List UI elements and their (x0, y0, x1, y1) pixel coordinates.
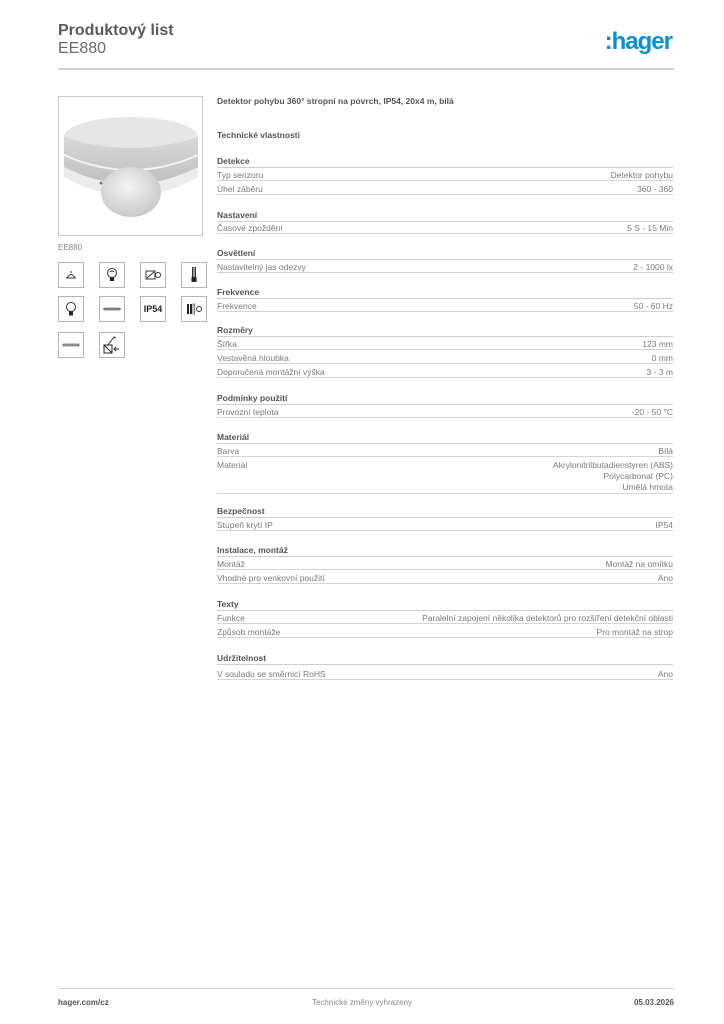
product-description: Detektor pohybu 360° stropní na povrch, IP54, 20x4 m, bílá (217, 96, 454, 106)
header-divider (58, 68, 674, 70)
document-title: Produktový list (58, 22, 174, 39)
electronic-transformer-icon (140, 262, 166, 288)
section-rozmery-title: Rozměry (217, 325, 673, 337)
section-material-title: Materiál (217, 432, 673, 444)
spec-row: Montáž Montáž na omítku (217, 559, 673, 569)
section-nastaveni-title: Nastavení (217, 210, 673, 222)
spec-row: Frekvence 50 - 60 Hz (217, 301, 673, 311)
product-image (58, 96, 203, 236)
footer-date: 05.03.2026 (633, 998, 674, 1007)
spec-row-multiline: Materiál Akrylonitrilbutadienstyren (ABS) Polycarbonat (PC) Umělá hmota (217, 460, 673, 492)
motion-detector-illustration (59, 97, 203, 236)
halogen-bulb-icon (99, 262, 125, 288)
section-frekvence-title: Frekvence (217, 287, 673, 299)
product-code: EE880 (58, 40, 107, 57)
section-podminky-title: Podmínky použití (217, 393, 673, 405)
hager-logo: :hager (604, 28, 672, 55)
spec-row: Typ senzoru Detektor pohybu (217, 170, 673, 180)
section-texty-title: Texty (217, 599, 673, 611)
spec-row: Provozní teplota -20 - 50 °C (217, 407, 673, 417)
fluorescent-tube-icon (58, 332, 84, 358)
tech-properties-heading: Technické vlastnosti (217, 130, 300, 140)
spec-row: Nastavitelný jas odezvy 2 - 1000 lx (217, 262, 673, 272)
section-instalace-title: Instalace, montáž (217, 545, 673, 557)
motion-sensor-input-icon (99, 332, 125, 358)
spec-row: Vestavěná hloubka 0 mm (217, 353, 673, 363)
spec-row: Úhel záběru 360 - 360 (217, 184, 673, 194)
linear-halogen-icon (99, 296, 125, 322)
spec-row: Způsob montáže Pro montáž na strop (217, 627, 673, 637)
spec-row: Funkce Paralelní zapojení několika detektorů pro rozšíření detekční oblasti (217, 613, 673, 623)
ip54-icon: IP54 (140, 296, 166, 322)
image-caption: EE880 (58, 243, 83, 252)
section-udrzitelnost-title: Udržitelnost (217, 653, 673, 665)
section-osvetleni-title: Osvětlení (217, 248, 673, 260)
compact-fluorescent-icon (181, 262, 207, 288)
spec-row: Doporučená montážní výška 3 - 3 m (217, 367, 673, 377)
spec-row: Šířka 123 mm (217, 339, 673, 349)
ceiling-lamp-icon (58, 262, 84, 288)
footer-divider (58, 988, 674, 989)
spec-row: Barva Bílá (217, 446, 673, 456)
ferromagnetic-transformer-icon (181, 296, 207, 322)
footer-notice: Technické změny vyhrazeny (311, 998, 413, 1007)
footer-website-link[interactable]: hager.com/cz (58, 998, 109, 1007)
section-detekce-title: Detekce (217, 156, 673, 168)
page-header (58, 20, 674, 70)
spec-row: Stupeň krytí IP IP54 (217, 520, 673, 530)
incandescent-bulb-icon (58, 296, 84, 322)
spec-row: Časové zpoždění 5 S - 15 Min (217, 223, 673, 233)
spec-row: Vhodné pro venkovní použití Ano (217, 573, 673, 583)
spec-row: V souladu se směrnicí RoHS Ano (217, 669, 673, 679)
section-bezpecnost-title: Bezpečnost (217, 506, 673, 518)
